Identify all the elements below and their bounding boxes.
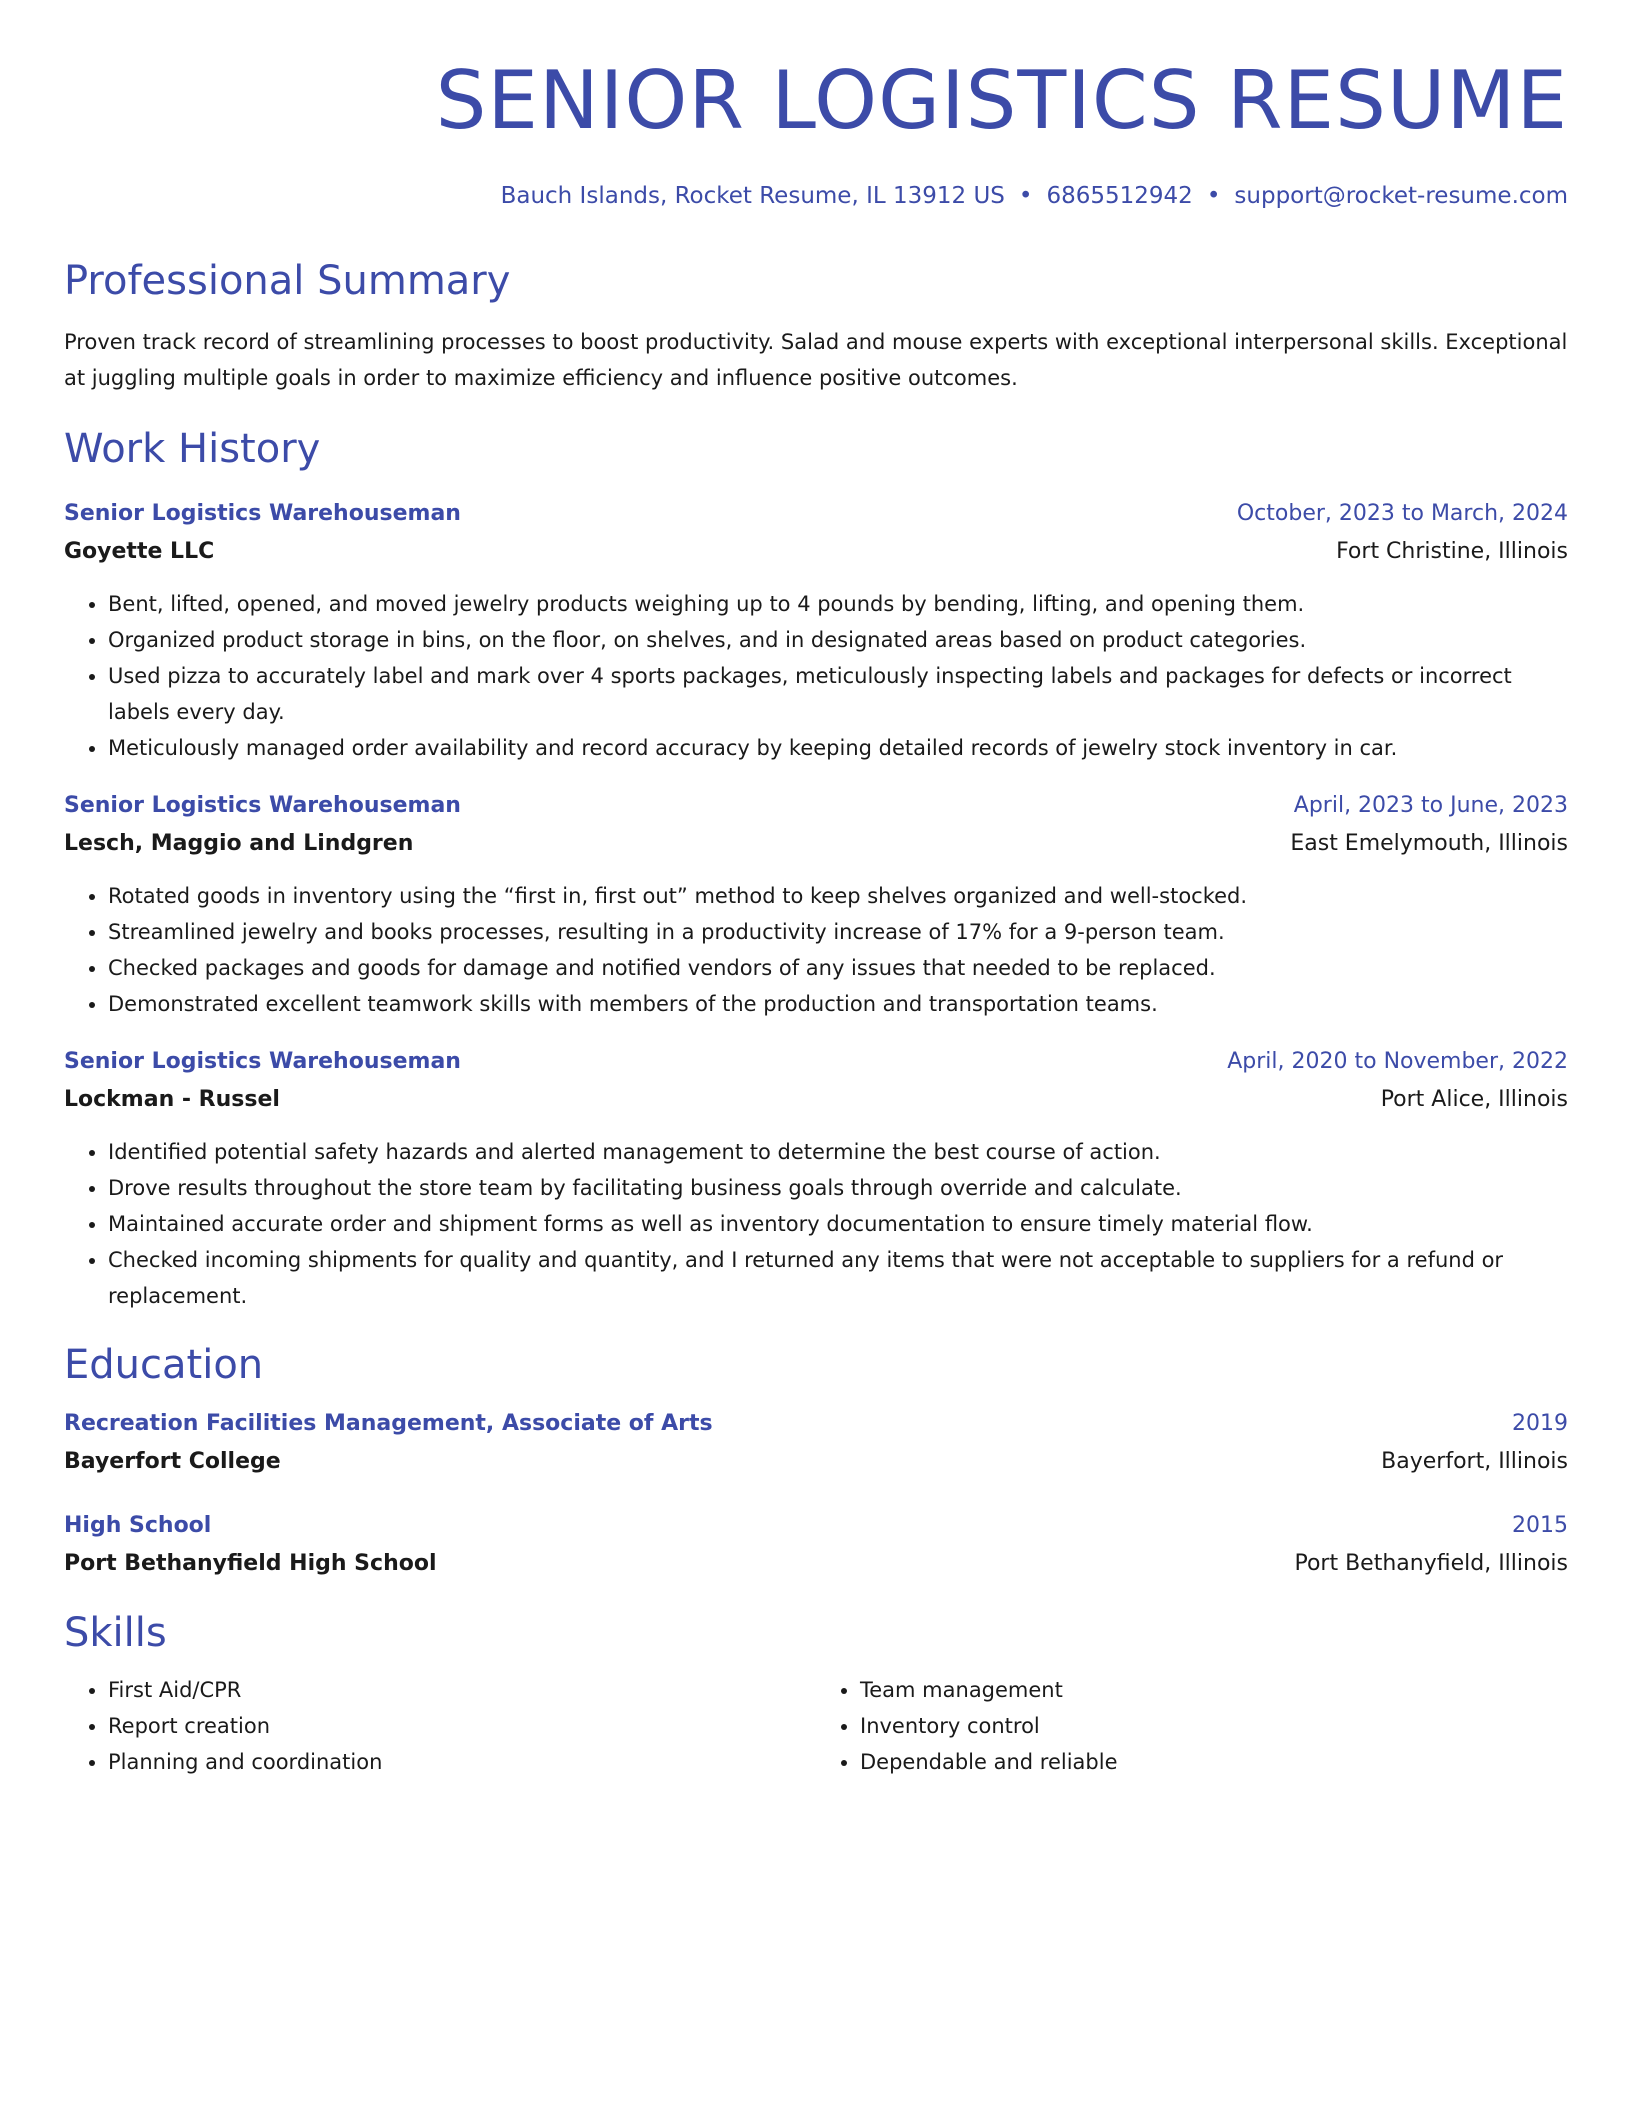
contact-address: Bauch Islands, Rocket Resume, IL 13912 US: [500, 183, 1005, 209]
job-entry-3: [64, 1044, 1568, 1314]
list-item: • Drove results throughout the store team by facilitating business goals through override and calculate.: [108, 1170, 1568, 1206]
resume-header: [64, 52, 1568, 212]
list-item: • Rotated goods in inventory using the “first in, first out” method to keep shelves organized and well-stocked.: [108, 878, 1568, 914]
school-location: Port Bethanyfield, Illinois: [1294, 1551, 1568, 1576]
job-bullets: [64, 1134, 1568, 1314]
list-item: • Maintained accurate order and shipment forms as well as inventory documentation to ensure timely material flow.: [108, 1206, 1568, 1242]
job-company: Lesch, Maggio and Lindgren: [64, 831, 414, 856]
list-item: • Checked packages and goods for damage and notified vendors of any issues that needed to be replaced.: [108, 950, 1568, 986]
job-entry-1: [64, 496, 1568, 766]
job-bullets: [64, 878, 1568, 1022]
contact-phone: 6865512942: [1046, 183, 1193, 209]
work-history-heading: Work History: [64, 426, 321, 472]
job-location: Port Alice, Illinois: [1380, 1087, 1568, 1112]
education-heading: Education: [64, 1342, 264, 1388]
list-item: • Inventory control: [860, 1708, 1568, 1744]
education-year: 2019: [1512, 1411, 1568, 1436]
list-item: • Dependable and reliable: [860, 1744, 1568, 1780]
job-bullets: [64, 586, 1568, 766]
contact-email: support@rocket-resume.com: [1234, 183, 1568, 209]
education-entry-2: [64, 1508, 1568, 1584]
contact-separator: •: [1206, 183, 1221, 209]
list-item: • Streamlined jewelry and books processes, resulting in a productivity increase of 17% for a 9-person team.: [108, 914, 1568, 950]
list-item: • Identified potential safety hazards and alerted management to determine the best course of action.: [108, 1134, 1568, 1170]
list-item: • Bent, lifted, opened, and moved jewelry products weighing up to 4 pounds by bending, lifting, and opening them.: [108, 586, 1568, 622]
degree-title: Recreation Facilities Management, Associate of Arts: [64, 1411, 713, 1436]
list-item: • Meticulously managed order availability and record accuracy by keeping detailed records of jewelry stock inventory in car.: [108, 730, 1568, 766]
job-company: Goyette LLC: [64, 539, 215, 564]
school-name: Port Bethanyfield High School: [64, 1551, 437, 1576]
skills-list: [64, 1672, 1568, 1780]
job-dates: April, 2020 to November, 2022: [1227, 1049, 1568, 1074]
list-item: • Used pizza to accurately label and mark over 4 sports packages, meticulously inspecting labels and packages for defects or incorrect labels every day.: [108, 658, 1568, 730]
list-item: • Team management: [860, 1672, 1568, 1708]
job-title: Senior Logistics Warehouseman: [64, 793, 461, 818]
job-dates: October, 2023 to March, 2024: [1236, 501, 1568, 526]
summary-text: Proven track record of streamlining processes to boost productivity. Salad and mouse experts with exceptional interpersonal skills. Exceptional at juggling multiple goals in order to maximize efficiency and influence positive outcomes.: [64, 330, 1568, 390]
school-location: Bayerfort, Illinois: [1381, 1449, 1568, 1474]
skills-column-right: [816, 1672, 1568, 1780]
job-location: Fort Christine, Illinois: [1336, 539, 1568, 564]
school-name: Bayerfort College: [64, 1449, 281, 1474]
job-entry-2: [64, 788, 1568, 1022]
job-title: Senior Logistics Warehouseman: [64, 1049, 461, 1074]
list-item: • Demonstrated excellent teamwork skills with members of the production and transportation teams.: [108, 986, 1568, 1022]
education-year: 2015: [1512, 1513, 1568, 1538]
contact-separator: •: [1018, 183, 1033, 209]
job-dates: April, 2023 to June, 2023: [1293, 793, 1568, 818]
list-item: • Organized product storage in bins, on the floor, on shelves, and in designated areas based on product categories.: [108, 622, 1568, 658]
skills-column-left: [64, 1672, 816, 1780]
page-title: SENIOR LOGISTICS RESUME: [435, 54, 1568, 147]
summary-heading: Professional Summary: [64, 258, 511, 304]
job-title: Senior Logistics Warehouseman: [64, 501, 461, 526]
list-item: • Report creation: [108, 1708, 816, 1744]
list-item: • First Aid/CPR: [108, 1672, 816, 1708]
list-item: • Planning and coordination: [108, 1744, 816, 1780]
education-entry-1: [64, 1406, 1568, 1482]
list-item: • Checked incoming shipments for quality and quantity, and I returned any items that were not acceptable to suppliers for a refund or replacement.: [108, 1242, 1568, 1314]
job-company: Lockman - Russel: [64, 1087, 280, 1112]
degree-title: High School: [64, 1513, 212, 1538]
contact-line: [64, 180, 1568, 212]
job-location: East Emelymouth, Illinois: [1290, 831, 1568, 856]
skills-heading: Skills: [64, 1610, 167, 1656]
